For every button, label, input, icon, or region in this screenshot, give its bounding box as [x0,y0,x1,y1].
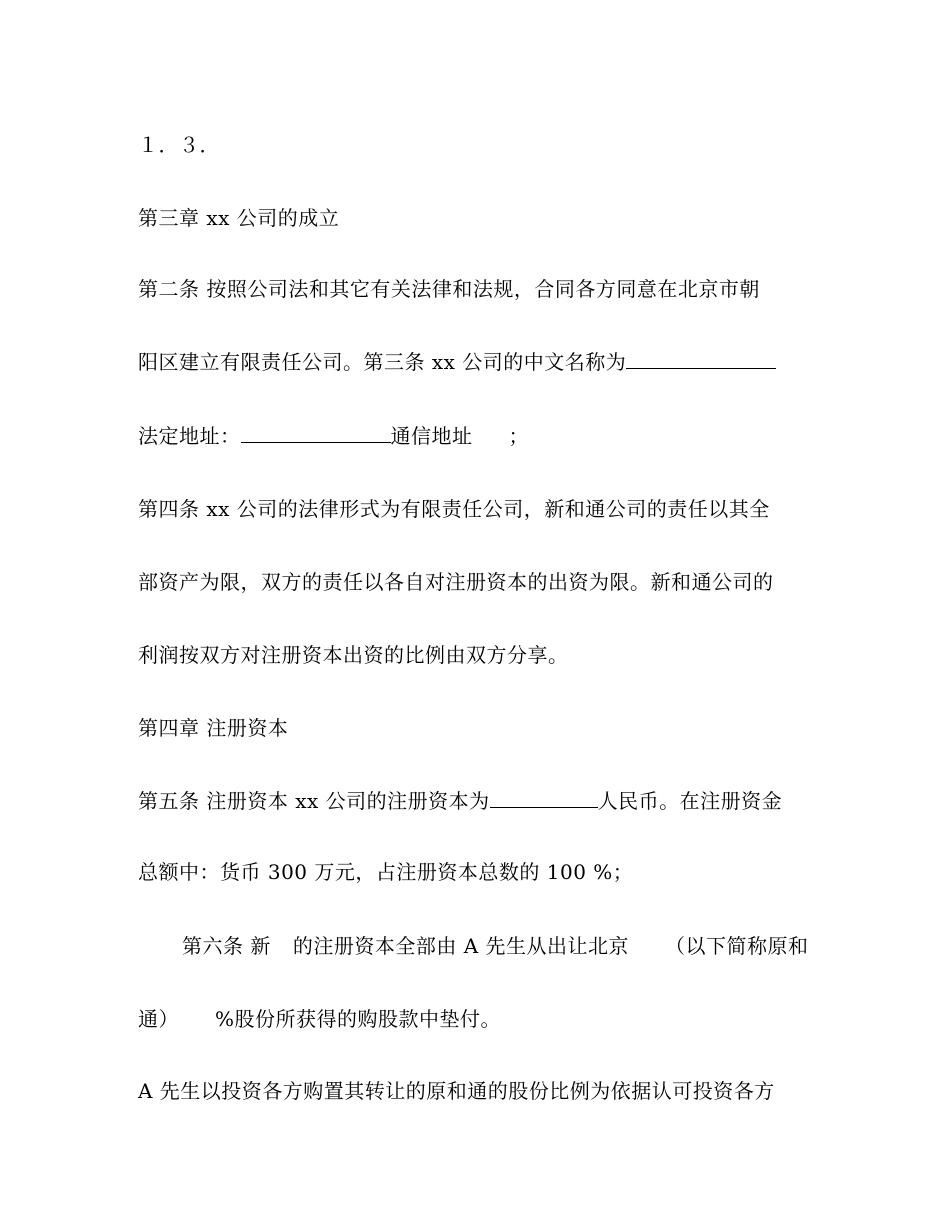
article-5-line-1-post: 人民币。在注册资金 [597,789,783,813]
article-6-line-1-mid: 的注册资本全部由 A 先生从出让北京 [292,934,630,958]
article-6-line-1-post: （以下简称原和 [665,934,809,958]
communication-address-label: 通信地址 [390,424,473,448]
chinese-name-blank [626,350,776,369]
article-5-line-1 [138,788,782,814]
article-6-line-2-pre: 通） [138,1007,179,1031]
article-5-line-2: 总额中：货币 300 万元，占注册资本总数的 100 %； [138,860,634,884]
article-6-line-2 [138,1006,501,1032]
article-4-line-2: 部资产为限，双方的责任以各自对注册资本的出资为限。新和通公司的 [138,570,774,594]
registered-capital-blank [490,789,598,808]
article-5-line-1-pre: 第五条 注册资本 xx 公司的注册资本为 [138,789,490,813]
chapter-3-heading: 第三章 xx 公司的成立 [138,206,340,230]
section-numbering: １．３． [138,133,220,157]
article-2-line-1: 第二条 按照公司法和其它有关法律和法规，合同各方同意在北京市朝 [138,277,760,301]
address-line [138,423,529,449]
legal-address-blank [241,424,391,443]
article-6-line-2-post: %股份所获得的购股款中垫付。 [215,1007,502,1031]
article-6-line-1-pre: 第六条 新 [182,934,271,958]
article-2-line-2-text: 阳区建立有限责任公司。第三条 xx 公司的中文名称为 [138,350,627,374]
article-6-line-1 [182,933,809,959]
article-2-line-2 [138,349,776,375]
legal-address-label: 法定地址： [138,424,241,448]
mr-a-paragraph-line-1: A 先生以投资各方购置其转让的原和通的股份比例为依据认可投资各方 [138,1079,775,1103]
article-4-line-3: 利润按双方对注册资本出资的比例由双方分享。 [138,643,569,667]
article-4-line-1: 第四条 xx 公司的法律形式为有限责任公司，新和通公司的责任以其全 [138,497,770,521]
semicolon: ； [508,424,529,448]
chapter-4-heading: 第四章 注册资本 [138,716,289,740]
